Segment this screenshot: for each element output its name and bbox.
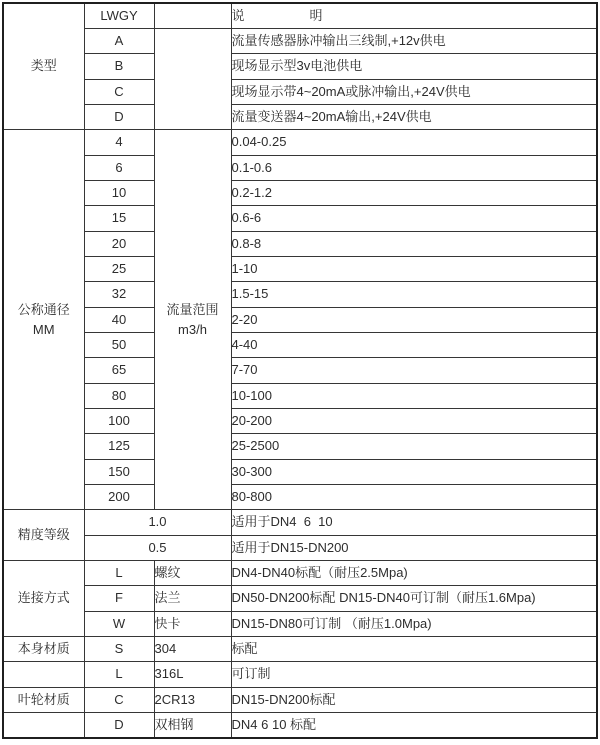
connection-desc-cell: DN50-DN200标配 DN15-DN40可订制（耐压1.6Mpa): [231, 586, 597, 611]
table-row: [3, 459, 597, 484]
table-row: [3, 713, 597, 738]
type-desc-cell: 现场显示带4~20mA或脉冲输出,+24V供电: [231, 79, 597, 104]
table-row: [3, 79, 597, 104]
connection-desc-cell: DN4-DN40标配（耐压2.5Mpa): [231, 561, 597, 586]
dn-cell: 15: [84, 206, 154, 231]
table-row: [3, 104, 597, 129]
dn-cell: 32: [84, 282, 154, 307]
connection-name-cell: 快卡: [154, 611, 231, 636]
impeller-material-section-label: 叶轮材质: [3, 687, 84, 712]
flow-range-cell: 0.2-1.2: [231, 180, 597, 205]
table-row: [3, 206, 597, 231]
connection-name-cell: 法兰: [154, 586, 231, 611]
dn-cell: 125: [84, 434, 154, 459]
connection-code-cell: W: [84, 611, 154, 636]
empty-cell: [154, 28, 231, 129]
table-row: [3, 180, 597, 205]
material-name-cell: 316L: [154, 662, 231, 687]
dn-cell: 150: [84, 459, 154, 484]
description-header: 说 明: [231, 3, 597, 28]
dn-cell: 40: [84, 307, 154, 332]
type-desc-cell: 流量变送器4~20mA输出,+24V供电: [231, 104, 597, 129]
table-row: [3, 54, 597, 79]
material-code-cell: L: [84, 662, 154, 687]
flow-range-cell: 4-40: [231, 332, 597, 357]
flowmeter-spec-table: [2, 2, 598, 739]
flow-range-cell: 20-200: [231, 409, 597, 434]
flow-range-cell: 25-2500: [231, 434, 597, 459]
table-row: [3, 561, 597, 586]
diameter-section-label: [3, 130, 84, 510]
flow-range-cell: 7-70: [231, 358, 597, 383]
type-section-label: 类型: [3, 3, 84, 130]
material-name-cell: 304: [154, 637, 231, 662]
dn-cell: 10: [84, 180, 154, 205]
type-code-cell: D: [84, 104, 154, 129]
flow-range-cell: 2-20: [231, 307, 597, 332]
flow-range-cell: 80-800: [231, 485, 597, 510]
table-row: [3, 358, 597, 383]
flow-range-cell: 30-300: [231, 459, 597, 484]
table-row: [3, 28, 597, 53]
accuracy-value-cell: 1.0: [84, 510, 231, 535]
connection-section-label: 连接方式: [3, 561, 84, 637]
flow-range-cell: 1.5-15: [231, 282, 597, 307]
connection-code-cell: F: [84, 586, 154, 611]
table-row: [3, 307, 597, 332]
table-row: [3, 155, 597, 180]
empty-cell: [3, 713, 84, 738]
flow-range-cell: 0.8-8: [231, 231, 597, 256]
flow-range-cell: 1-10: [231, 256, 597, 281]
dn-cell: 80: [84, 383, 154, 408]
flow-range-cell: 0.04-0.25: [231, 130, 597, 155]
material-name-cell: 双相钢: [154, 713, 231, 738]
table-row: [3, 282, 597, 307]
material-code-cell: D: [84, 713, 154, 738]
material-code-cell: S: [84, 637, 154, 662]
table-row: [3, 130, 597, 155]
type-code-cell: C: [84, 79, 154, 104]
flow-range-cell: 10-100: [231, 383, 597, 408]
flow-range-cell: 0.6-6: [231, 206, 597, 231]
table-row: [3, 687, 597, 712]
table-row: [3, 510, 597, 535]
flow-range-cell: 0.1-0.6: [231, 155, 597, 180]
type-desc-cell: 现场显示型3v电池供电: [231, 54, 597, 79]
material-name-cell: 2CR13: [154, 687, 231, 712]
table-row: [3, 231, 597, 256]
accuracy-desc-cell: 适用于DN15-DN200: [231, 535, 597, 560]
material-code-cell: C: [84, 687, 154, 712]
dn-cell: 6: [84, 155, 154, 180]
type-code-cell: B: [84, 54, 154, 79]
material-desc-cell: DN4 6 10 标配: [231, 713, 597, 738]
connection-code-cell: L: [84, 561, 154, 586]
table-row: [3, 383, 597, 408]
empty-cell: [3, 662, 84, 687]
table-row: [3, 586, 597, 611]
dn-cell: 4: [84, 130, 154, 155]
table-row: [3, 611, 597, 636]
dn-cell: 25: [84, 256, 154, 281]
model-code-header: LWGY: [84, 3, 154, 28]
dn-cell: 200: [84, 485, 154, 510]
table-row: [3, 409, 597, 434]
dn-cell: 65: [84, 358, 154, 383]
connection-desc-cell: DN15-DN80可订制 （耐压1.0Mpa): [231, 611, 597, 636]
type-desc-cell: 流量传感器脉冲输出三线制,+12v供电: [231, 28, 597, 53]
table-row: [3, 332, 597, 357]
diameter-label-line2: MM: [32, 321, 55, 337]
dn-cell: 50: [84, 332, 154, 357]
accuracy-desc-cell: 适用于DN4 6 10: [231, 510, 597, 535]
accuracy-value-cell: 0.5: [84, 535, 231, 560]
table-row: [3, 637, 597, 662]
empty-cell: [154, 3, 231, 28]
accuracy-section-label: 精度等级: [3, 510, 84, 561]
table-row: [3, 535, 597, 560]
table-row: [3, 485, 597, 510]
material-desc-cell: DN15-DN200标配: [231, 687, 597, 712]
table-row: [3, 434, 597, 459]
connection-name-cell: 螺纹: [154, 561, 231, 586]
table-row: [3, 3, 597, 28]
dn-cell: 20: [84, 231, 154, 256]
table-row: [3, 256, 597, 281]
type-code-cell: A: [84, 28, 154, 53]
flow-range-label-line2: m3/h: [178, 321, 207, 337]
table-row: [3, 662, 597, 687]
flow-range-label: [154, 130, 231, 510]
material-desc-cell: 可订制: [231, 662, 597, 687]
diameter-label-line1: 公称通径: [17, 302, 70, 318]
body-material-section-label: 本身材质: [3, 637, 84, 662]
dn-cell: 100: [84, 409, 154, 434]
material-desc-cell: 标配: [231, 637, 597, 662]
flow-range-label-line1: 流量范围: [166, 302, 219, 318]
